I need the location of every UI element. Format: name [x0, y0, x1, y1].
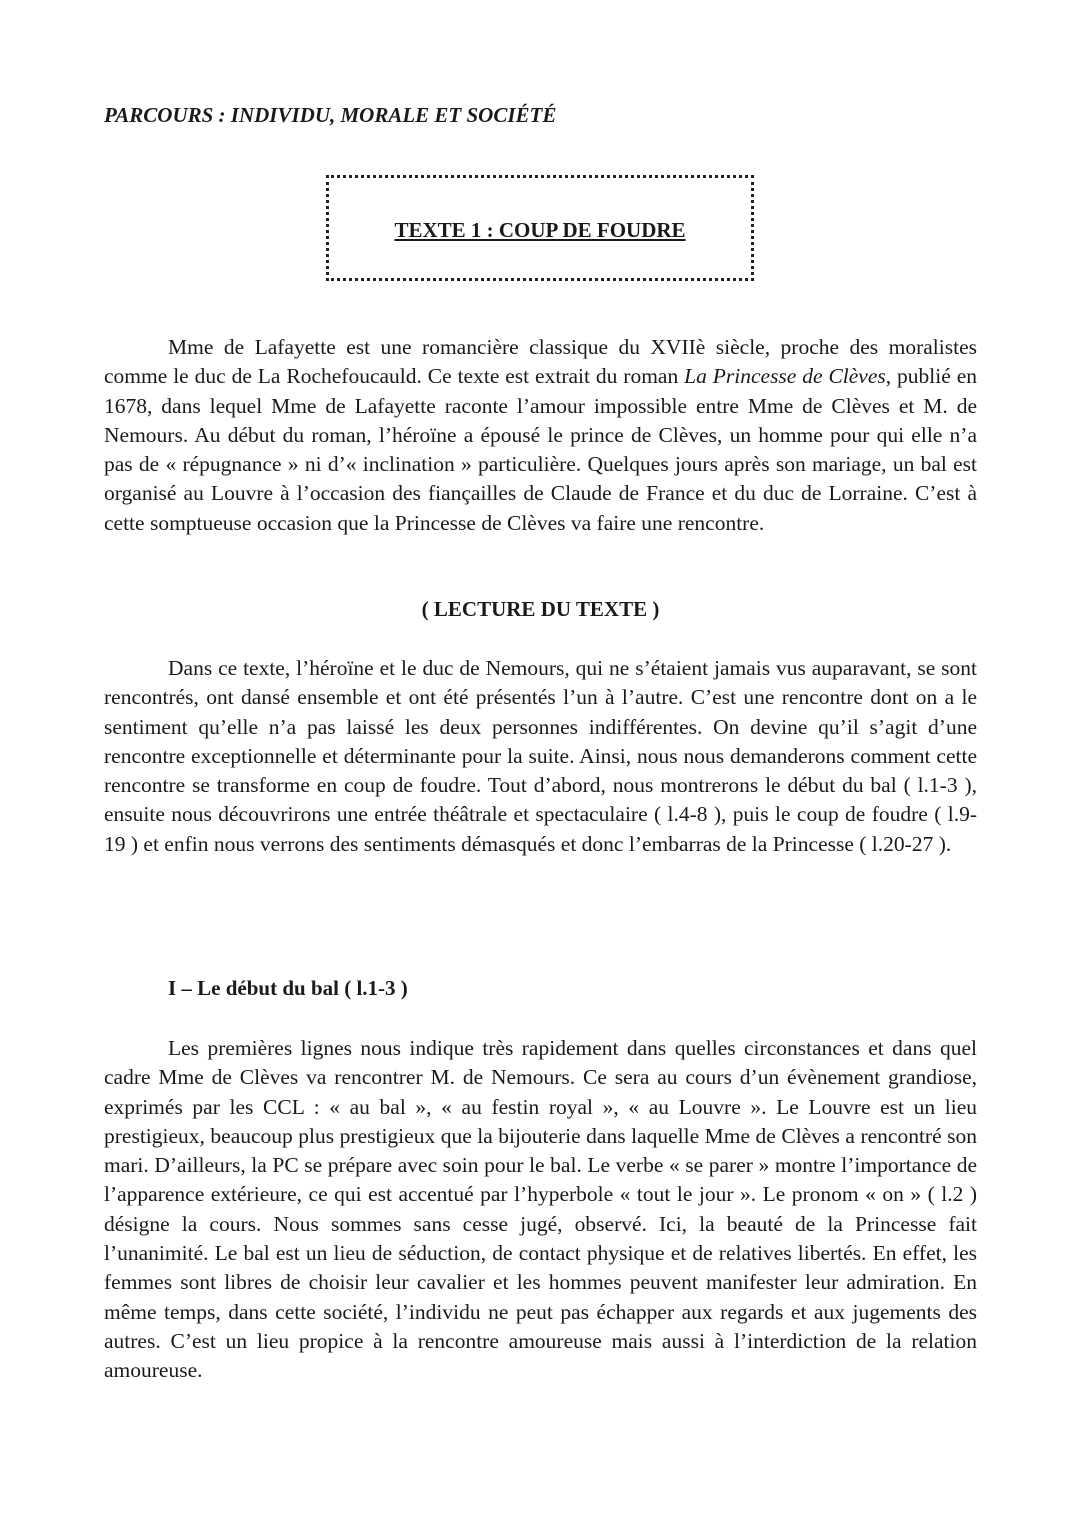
- intro-paragraph: [104, 333, 977, 538]
- intro-text-part1: Mme de Lafayette est une romancière classique du XVIIè siècle, proche des moralistes comme le duc de La Rochefoucauld. Ce texte est extrait du roman: [104, 335, 977, 389]
- section-1-heading: I – Le début du bal ( l.1-3 ): [168, 976, 408, 1000]
- book-title: La Princesse de Clèves: [684, 364, 886, 389]
- intro-text-part2: , publié en 1678, dans lequel Mme de Lafayette raconte l’amour impossible entre Mme de Clèves et M. de Nemours. Au début du roman, l’héroïne a épousé le prince de Clèves, un homme pour qui elle n’a pas de « répugnance » ni d’« inclination » particulière. Quelques jours après son mariage, un bal est organisé au Louvre à l’occasion des fiançailles de Claude de France et du duc de Lorraine. C’est à cette somptueuse occasion que la Princesse de Clèves va faire une rencontre.: [104, 364, 977, 535]
- problematique-paragraph: Dans ce texte, l’héroïne et le duc de Nemours, qui ne s’étaient jamais vus auparavant, se sont rencontrés, ont dansé ensemble et ont été présentés l’un à l’autre. C’est une rencontre dont on a le sentiment qu’elle n’a pas laissé les deux personnes indifférentes. On devine qu’il s’agit d’une rencontre exceptionnelle et déterminante pour la suite. Ainsi, nous nous demanderons comment cette rencontre se transforme en coup de foudre. Tout d’abord, nous montrerons le début du bal ( l.1-3 ), ensuite nous découvrirons une entrée théâtrale et spectaculaire ( l.4-8 ), puis le coup de foudre ( l.9-19 ) et enfin nous verrons des sentiments démasqués et donc l’embarras de la Princesse ( l.20-27 ).: [104, 656, 977, 856]
- lecture-heading: ( LECTURE DU TEXTE ): [421, 597, 660, 621]
- document-title: TEXTE 1 : COUP DE FOUDRE: [394, 218, 686, 242]
- parcours-heading: PARCOURS : INDIVIDU, MORALE ET SOCIÉTÉ: [104, 103, 557, 127]
- section-1-paragraph: Les premières lignes nous indique très rapidement dans quelles circonstances et dans quel cadre Mme de Clèves va rencontrer M. de Nemours. Ce sera au cours d’un évènement grandiose, exprimés par les CCL : « au bal », « au festin royal », « au Louvre ». Le Louvre est un lieu prestigieux, beaucoup plus prestigieux que la bijouterie dans laquelle Mme de Clèves a rencontré son mari. D’ailleurs, la PC se prépare avec soin pour le bal. Le verbe « se parer » montre l’importance de l’apparence extérieure, ce qui est accentué par l’hyperbole « tout le jour ». Le pronom « on » ( l.2 ) désigne la cours. Nous sommes sans cesse jugé, observé. Ici, la beauté de la Princesse fait l’unanimité. Le bal est un lieu de séduction, de contact physique et de relatives libertés. En effet, les femmes sont libres de choisir leur cavalier et les hommes peuvent manifester leur admiration. En même temps, dans cette société, l’individu ne peut pas échapper aux regards et aux jugements des autres. C’est un lieu propice à la rencontre amoureuse mais aussi à l’interdiction de la relation amoureuse.: [104, 1036, 977, 1383]
- title-box: [326, 175, 754, 281]
